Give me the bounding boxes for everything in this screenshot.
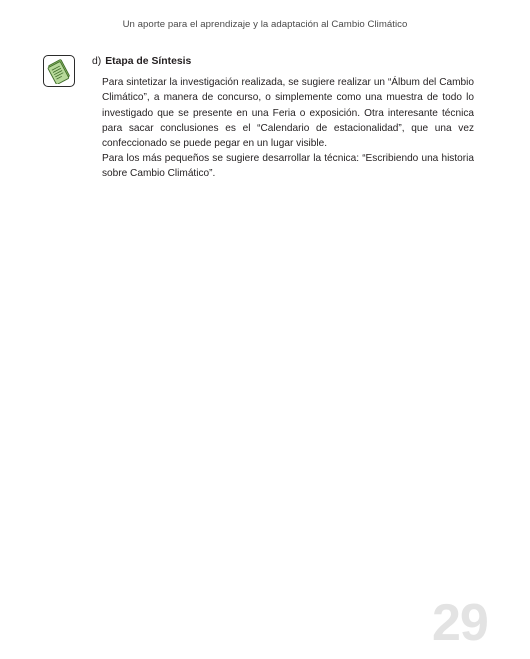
- section-letter: d): [92, 56, 102, 67]
- section-title: Etapa de Síntesis: [105, 56, 192, 67]
- section-heading: [92, 56, 191, 67]
- body-paragraph-1: Para sintetizar la investigación realizada, se sugiere realizar un “Álbum del Cambio Climático”, a manera de concurso, o simplemente como una muestra de todo lo investigado que se presente en una Feria o exposición. Otra interesante técnica para sacar conclusiones es el “Calendario de estacionalidad”, que una vez confeccionado se puede pegar en un lugar visible.: [102, 77, 474, 150]
- running-header: Un aporte para el aprendizaje y la adaptación al Cambio Climático: [122, 19, 408, 30]
- body-paragraph-2: Para los más pequeños se sugiere desarrollar la técnica: “Escribiendo una historia sobre Cambio Climático”.: [102, 153, 474, 180]
- page-number: 29: [432, 594, 488, 652]
- document-icon: [43, 55, 75, 87]
- document-icon-graphic: [46, 58, 72, 84]
